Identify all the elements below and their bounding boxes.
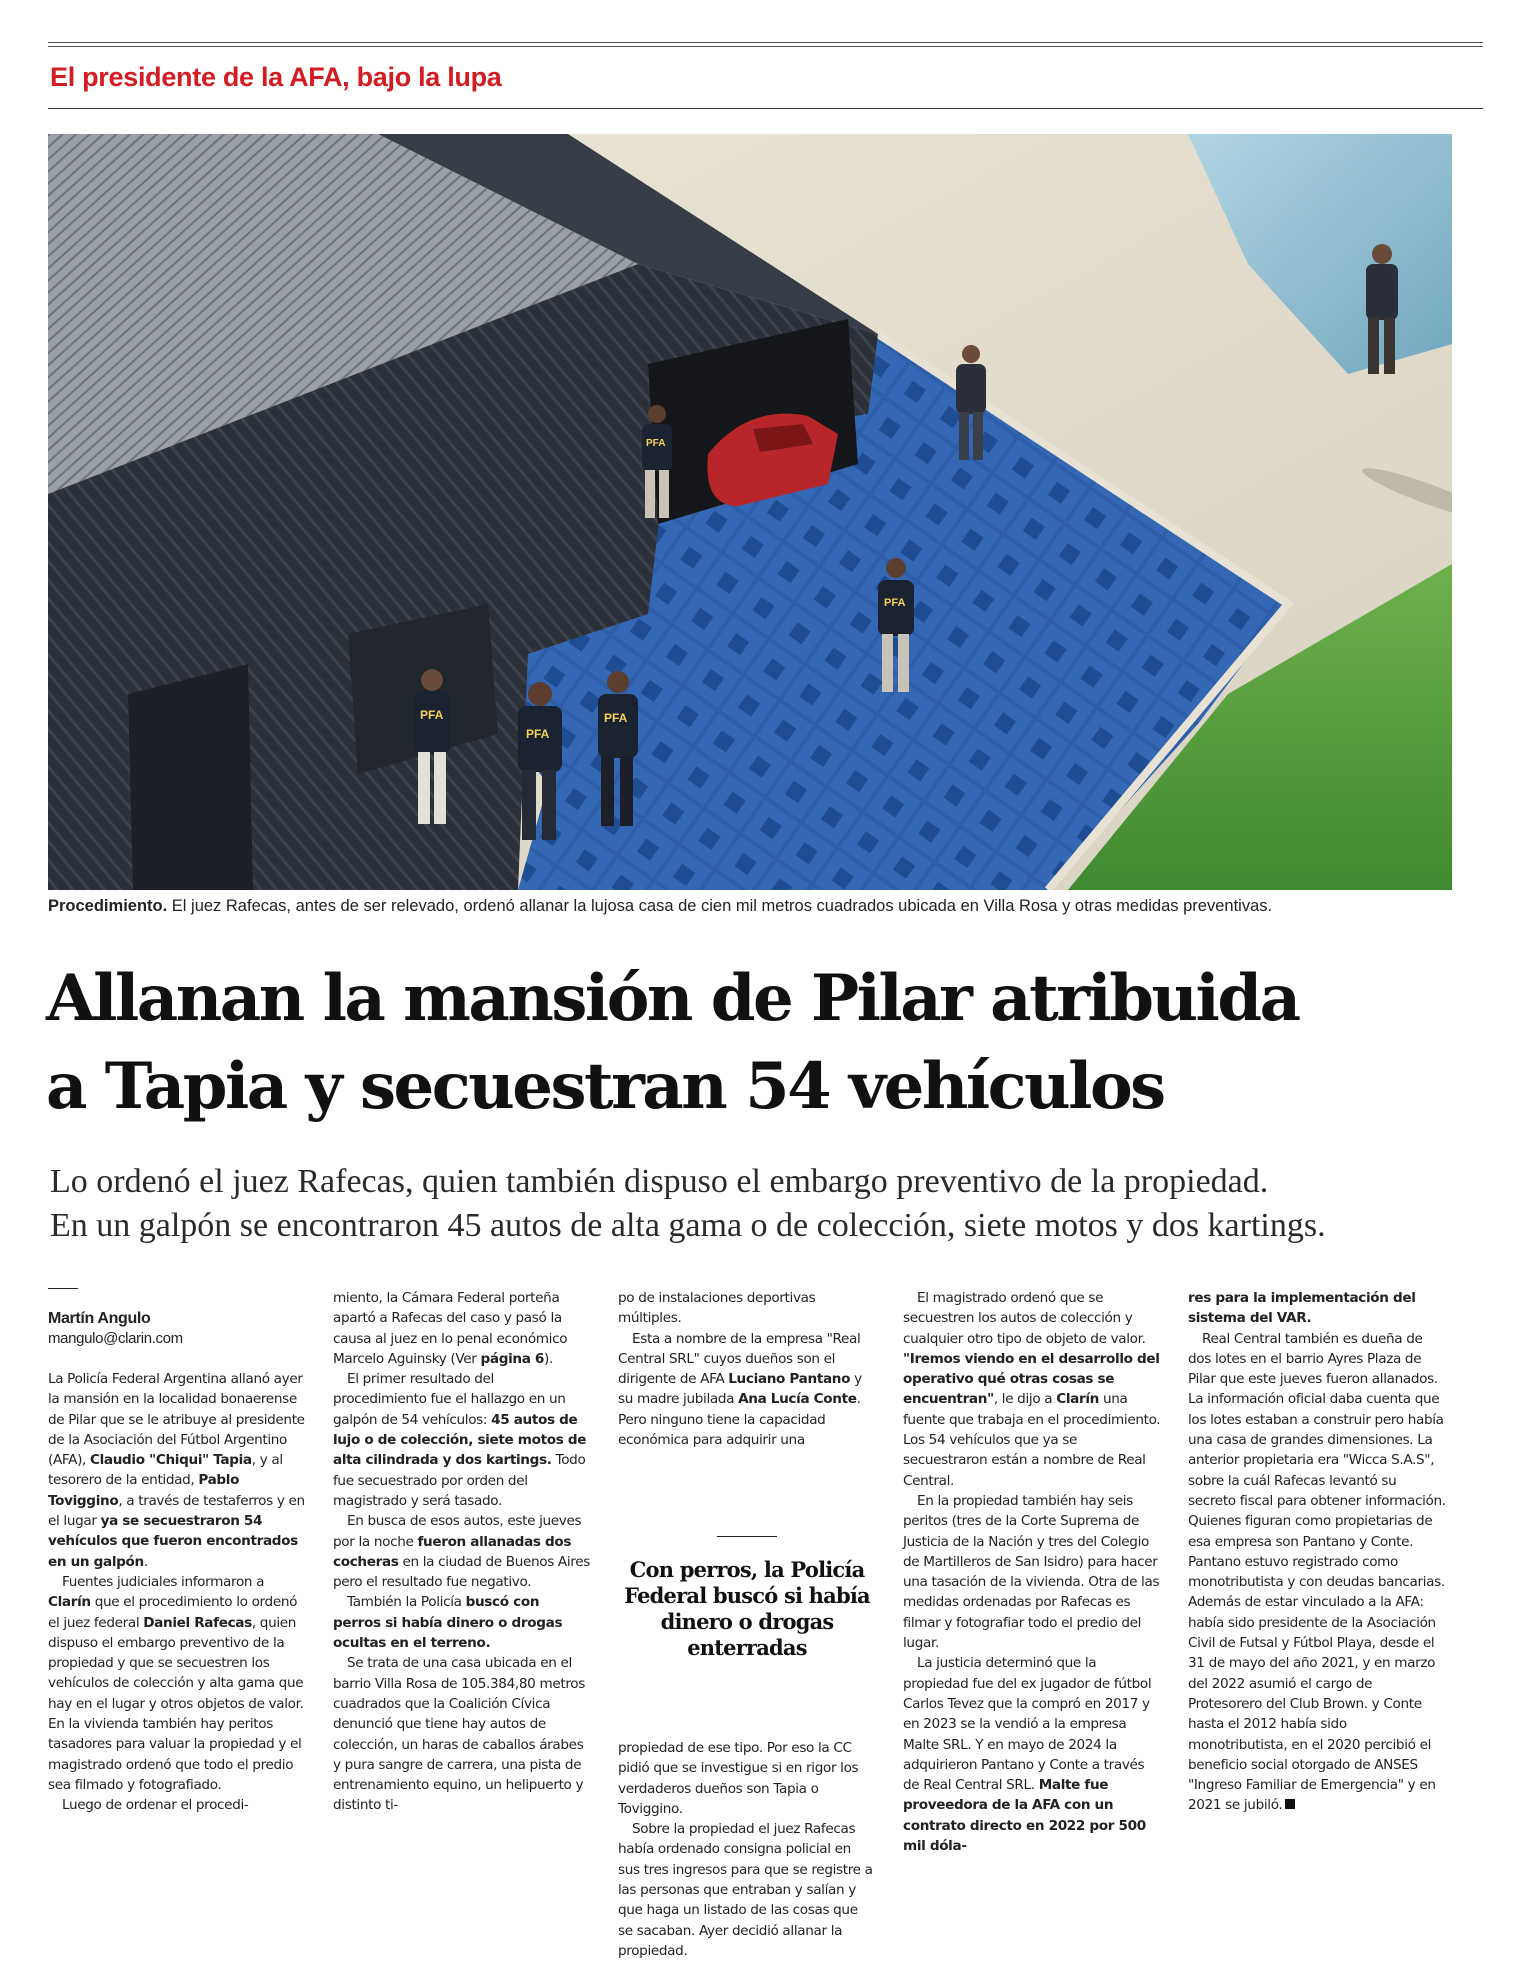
text-bold: Malte fue proveedora de la AFA con un contrato directo en 2022 por 500 mil dóla- (903, 1777, 1146, 1855)
column-3 (618, 1288, 876, 1450)
text-bold: ya se secuestraron 54 vehículos que fueron encontrados en un galpón (48, 1513, 298, 1570)
wall-panel-door (128, 664, 253, 890)
paragraph (48, 1369, 306, 1572)
paragraph (333, 1369, 591, 1511)
paragraph: En la propiedad también hay seis peritos (tres de la Corte Suprema de Justicia de la Nación y tres del Colegio de Martilleros de San Isidro) para hacer una tasación de la vivienda. Otra de las medidas ordenadas por Rafecas es filmar y fotografiar todo el predio del lugar. (903, 1492, 1160, 1652)
text-run: . Pero ninguno tiene la capacidad económica para adquirir una (618, 1391, 861, 1449)
paragraph (903, 1653, 1161, 1856)
text-bold: Claudio "Chiqui" Tapia (89, 1452, 252, 1469)
text-run: en la ciudad de Buenos Aires pero el resultado fue negativo. (333, 1553, 590, 1591)
main-photo (48, 134, 1452, 890)
column-1 (48, 1288, 306, 1816)
text-bold: buscó con perros si había dinero o drogas ocultas en el terreno. (333, 1594, 563, 1652)
paragraph (618, 1329, 876, 1451)
text-bold: fueron allanadas dos cocheras (333, 1533, 572, 1570)
text-run: que el procedimiento lo ordenó el juez federal (48, 1594, 298, 1631)
column-3-continued (618, 1738, 876, 1961)
text-run: miento, la Cámara Federal porteña apartó a Rafecas del caso y pasó la causa al juez en lo penal económico Marcelo Aguinsky (Ver (333, 1290, 568, 1367)
pull-quote-rule (717, 1536, 777, 1537)
text-bold: Pablo Toviggino (48, 1472, 240, 1509)
paragraph (48, 1572, 306, 1795)
paragraph (333, 1288, 591, 1369)
dek-line-1: Lo ordenó el juez Rafecas, quien también dispuso el embargo preventivo de la propiedad. (50, 1163, 1269, 1200)
text-run: , quien dispuso el embargo preventivo de la propiedad y que se secuestren los vehículos de colección y alta gama que hay en el lugar y otros objetos de valor. En la vivienda también hay peritos tasadores para valuar la propiedad y el magistrado ordenó que todo el predio sea filmado y fotografiado. (48, 1614, 304, 1793)
svg-text:PFA: PFA (884, 597, 906, 609)
section-label: El presidente de la AFA, bajo la lupa (50, 62, 502, 92)
text-run: una fuente que trabaja en el procedimiento. Los 54 vehículos que ya se secuestraron están a nombre de Real Central. (903, 1391, 1161, 1489)
text-run: y su madre jubilada (618, 1371, 862, 1408)
text-bold: Luciano Pantano (728, 1371, 851, 1388)
top-rule-3 (48, 108, 1483, 109)
caption-text: El juez Rafecas, antes de ser relevado, ordenó allanar la lujosa casa de cien mil metros cuadrados ubicada en Villa Rosa y otras medidas preventivas. (167, 897, 1273, 915)
paragraph: Luego de ordenar el procedi- (62, 1797, 249, 1814)
text-bold: Daniel Rafecas (143, 1614, 252, 1631)
end-of-article-mark (1285, 1799, 1295, 1809)
text-run: , y al tesorero de la entidad, (48, 1452, 283, 1489)
svg-text:PFA: PFA (646, 438, 666, 449)
text-run: En busca de esos autos, este jueves por la noche (333, 1513, 582, 1550)
text-bold: Ana Lucía Conte (738, 1391, 857, 1408)
text-bold: página 6 (480, 1350, 545, 1367)
svg-text:PFA: PFA (604, 711, 628, 725)
paragraph (903, 1288, 1161, 1491)
byline-rule (48, 1288, 78, 1289)
headline-line-1: Allanan la mansión de Pilar atribuida (46, 961, 1299, 1036)
headline-line-2: a Tapia y secuestran 54 vehículos (46, 1049, 1164, 1124)
text-bold: Clarín (48, 1594, 91, 1611)
text-run: ). (544, 1350, 553, 1367)
text-run: . (143, 1553, 148, 1570)
column-2 (333, 1288, 591, 1816)
headline (46, 955, 1486, 1131)
svg-text:PFA: PFA (526, 727, 550, 741)
text-run: También la Policía (347, 1594, 466, 1611)
svg-text:PFA: PFA (420, 708, 444, 722)
byline-name: Martín Angulo (48, 1310, 151, 1327)
column-5 (1188, 1288, 1446, 1816)
text-run: Todo fue secuestrado por orden del magistrado y será tasado. (333, 1452, 586, 1509)
text-run: , a través de testaferros y en el lugar (48, 1492, 305, 1530)
paragraph: po de instalaciones deportivas múltiples. (618, 1290, 816, 1327)
text-bold: Clarín (1056, 1391, 1099, 1408)
dek-line-2: En un galpón se encontraron 45 autos de alta gama o de colección, siete motos y dos kartings. (50, 1207, 1326, 1244)
column-4 (903, 1288, 1161, 1856)
pull-quote-text: Con perros, la Policía Federal buscó si había dinero o drogas enterradas (624, 1557, 870, 1660)
pull-quote (618, 1536, 876, 1661)
paragraph (333, 1592, 591, 1653)
top-rule-2 (48, 46, 1483, 47)
paragraph: Sobre la propiedad el juez Rafecas había ordenado consigna policial en sus tres ingresos para que se registre a las personas que entraban y salían y que haga un listado de las cosas que se sacaban. Ayer decidió allanar la propiedad. (618, 1821, 873, 1959)
text-run: El primer resultado del procedimiento fue el hallazgo en un galpón de 54 vehículos: (333, 1371, 566, 1428)
paragraph (1188, 1288, 1446, 1329)
paragraph (1188, 1329, 1446, 1816)
paragraph: propiedad de ese tipo. Por eso la CC pidió que se investigue si en rigor los verdaderos dueños son Tapia o Toviggino. (618, 1740, 859, 1817)
text-run: La Policía Federal Argentina allanó ayer la mansión en la localidad bonaerense de Pilar que se le atribuye al presidente de la Asociación del Fútbol Argentino (AFA), (48, 1371, 305, 1469)
paragraph: Se trata de una casa ubicada en el barrio Villa Rosa de 105.384,80 metros cuadrados que la Coalición Cívica denunció que tiene hay autos de colección, un haras de caballos árabes y pura sangre de carrera, una pista de entrenamiento equino, un helipuerto y distinto ti- (333, 1655, 585, 1814)
photo-caption (48, 897, 1468, 916)
text-run: Esta a nombre de la empresa "Real Central SRL" cuyos dueños son el dirigente de AFA (618, 1330, 861, 1388)
caption-lead: Procedimiento. (48, 897, 168, 915)
text-run: Fuentes judiciales informaron a (62, 1573, 265, 1590)
top-rule-1 (48, 42, 1483, 43)
text-bold: "Iremos viendo en el desarrollo del operativo qué otras cosas se encuentran" (903, 1350, 1160, 1408)
text-run: La justicia determinó que la propiedad fue del ex jugador de fútbol Carlos Tevez que la compró en 2017 y en 2023 se la vendió a la empresa Malte SRL. Y en mayo de 2024 la adquirieron Pantano y Conte a través de Real Central SRL. (903, 1655, 1152, 1794)
byline-email: mangulo@clarin.com (48, 1330, 183, 1347)
dek (50, 1160, 1480, 1248)
text-bold: res para la implementación del sistema del VAR. (1188, 1290, 1416, 1327)
text-run: Real Central también es dueña de dos lotes en el barrio Ayres Plaza de Pilar que este jueves fueron allanados. La información oficial daba cuenta que los lotes estaban a construir pero había una casa de grandes dimensiones. La anterior propietaria era "Wicca S.A.S", sobre la cuál Rafecas levantó su secreto fiscal para obtener información. Quienes figuran como propietarias de esa empresa son Pantano y Conte. Pantano estuvo registrado como monotributista y con deudas bancarias. Además de estar vinculado a la AFA: había sido presidente de la Asociación Civil de Futsal y Fútbol Playa, desde el 31 de mayo del año 2021, y en marzo del 2022 asumió el cargo de Protesorero del Club Brown. y Conte hasta el 2012 había sido monotributista, en el 2020 percibió el beneficio social otorgado de ANSES "Ingreso Familiar de Emergencia" y en 2021 se jubiló. (1188, 1330, 1446, 1814)
text-run: El magistrado ordenó que se secuestren los autos de colección y cualquier otro tipo de objeto de valor. (903, 1290, 1146, 1347)
text-bold: 45 autos de lujo o de colección, siete motos de alta cilindrada y dos kartings. (333, 1411, 587, 1469)
text-run: , le dijo a (993, 1391, 1057, 1408)
paragraph (333, 1511, 591, 1592)
